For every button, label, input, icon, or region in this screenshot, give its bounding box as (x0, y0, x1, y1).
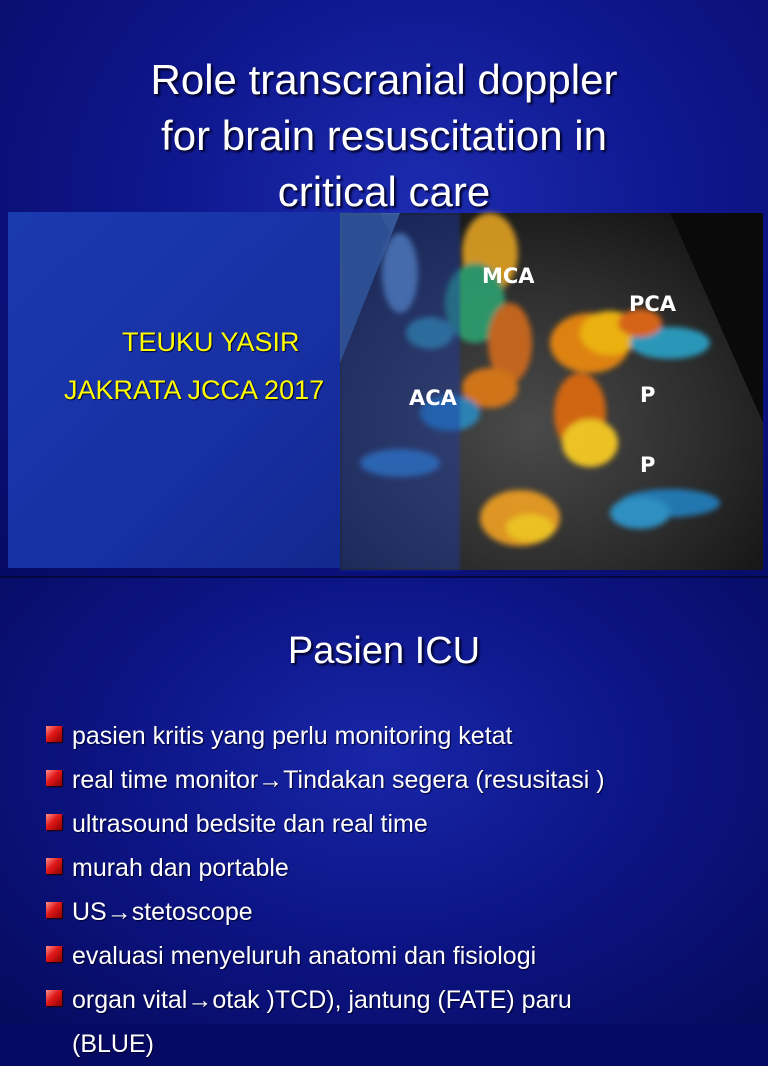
square-bullet-icon (46, 946, 62, 962)
bullet-continuation (44, 1022, 605, 1066)
bullet-text: organ vital→otak )TCD), jantung (FATE) paru (72, 986, 572, 1014)
label-pca: PCA (629, 292, 677, 316)
bullet-text: pasien kritis yang perlu monitoring ketat (72, 722, 513, 750)
bullet-text: ultrasound bedsite dan real time (72, 810, 428, 838)
bullet-item (44, 890, 605, 934)
slide-2-title: Pasien ICU (287, 630, 481, 672)
author-block (64, 318, 409, 414)
bullet-text: real time monitor→Tindakan segera (resusitasi ) (72, 766, 605, 794)
square-bullet-icon (46, 770, 62, 786)
bullet-text: murah dan portable (72, 854, 289, 882)
square-bullet-icon (46, 902, 62, 918)
label-aca: ACA (409, 386, 457, 410)
bullet-item (44, 714, 605, 758)
bullet-item (44, 978, 605, 1022)
square-bullet-icon (46, 726, 62, 742)
bullet-item (44, 758, 605, 802)
bullet-item (44, 846, 605, 890)
bullet-text: US→stetoscope (72, 898, 253, 926)
author-event: JAKRATA JCCA 2017 (64, 375, 325, 405)
square-bullet-icon (46, 858, 62, 874)
label-mca: MCA (482, 264, 535, 288)
bullet-item (44, 934, 605, 978)
bullet-item (44, 802, 605, 846)
square-bullet-icon (46, 990, 62, 1006)
bullet-text: evaluasi menyeluruh anatomi dan fisiologi (72, 942, 537, 970)
slide-1-title: Role transcranial doppler for brain resuscitation in critical care (150, 56, 618, 215)
square-bullet-icon (46, 814, 62, 830)
author-name: TEUKU YASIR (122, 327, 300, 357)
slide-2-content (0, 578, 768, 1058)
bullet-text: (BLUE) (72, 1030, 154, 1058)
label-p-upper: P (640, 383, 656, 407)
bullet-list (44, 714, 605, 1066)
label-p-lower: P (640, 453, 656, 477)
